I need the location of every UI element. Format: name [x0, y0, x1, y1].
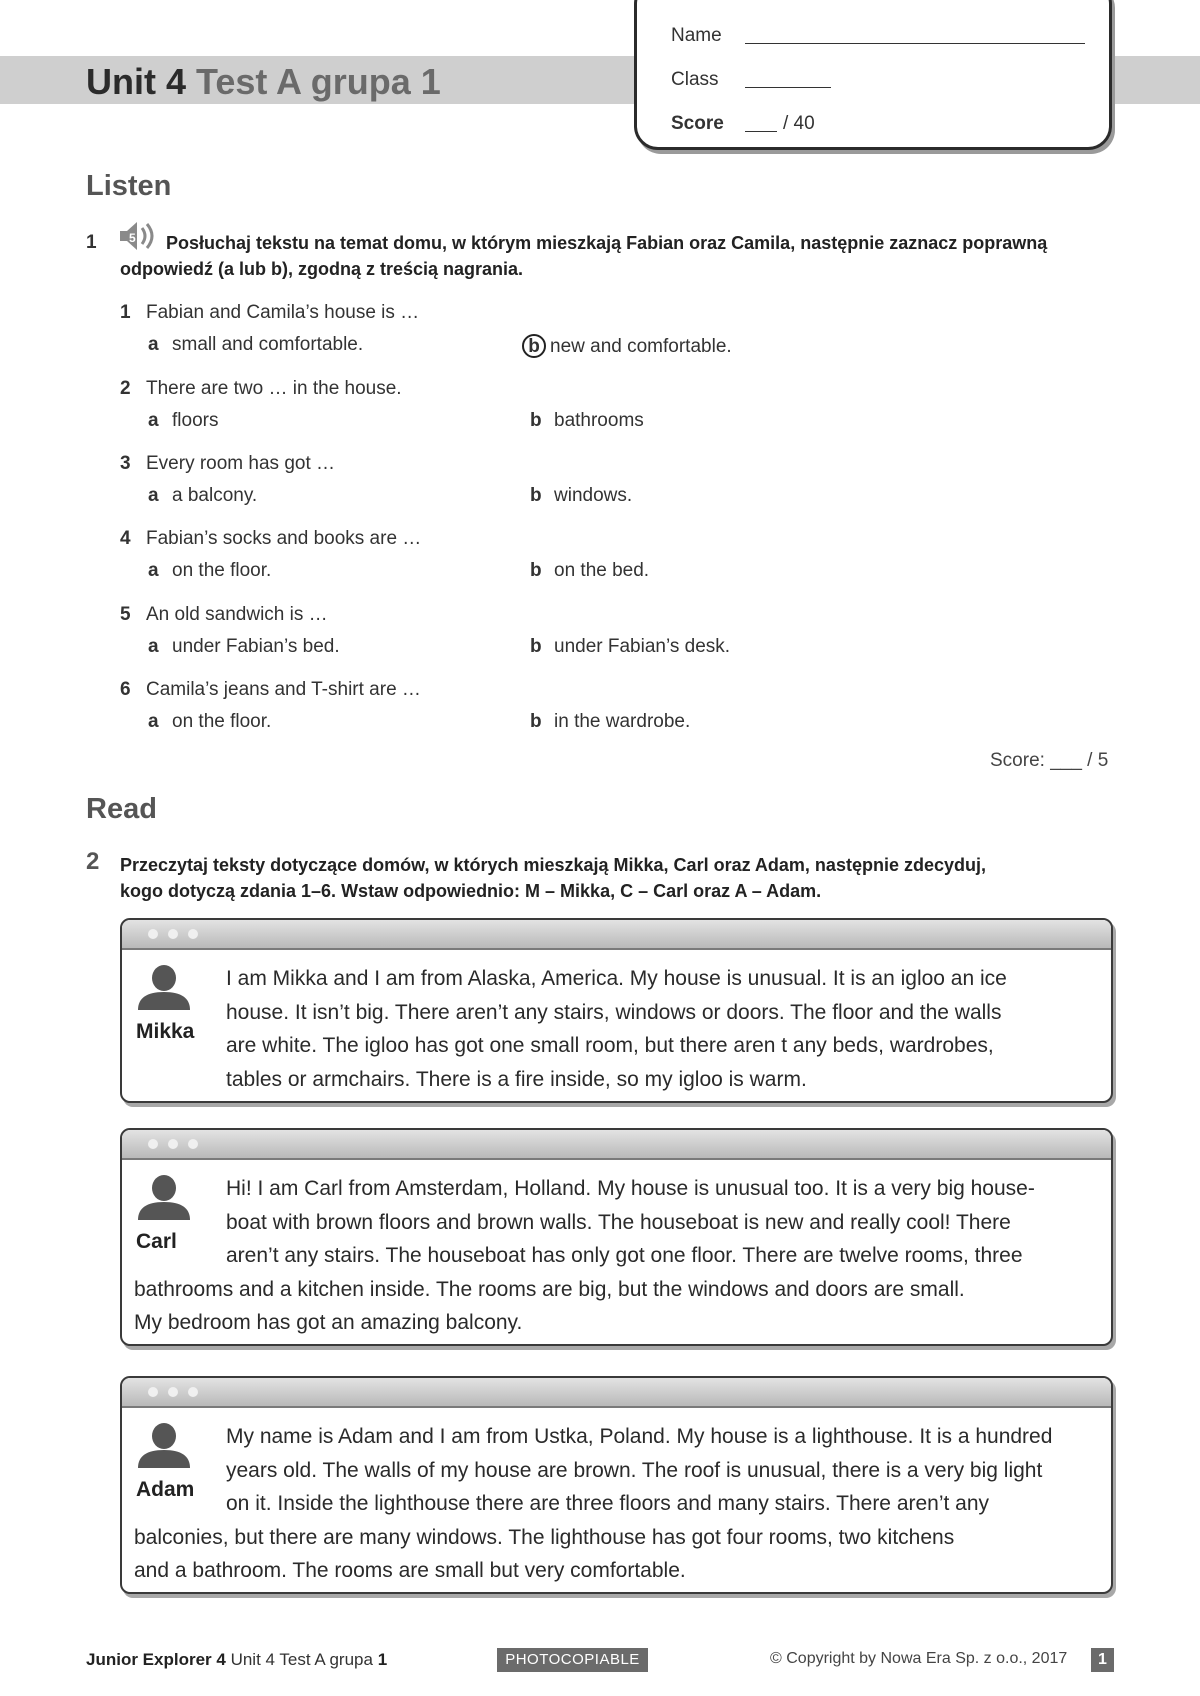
person-avatar-icon [136, 964, 192, 1010]
read-instruction-line2: kogo dotyczą zdania 1–6. Wstaw odpowiednio: M – Mikka, C – Carl oraz A – Adam. [120, 881, 822, 901]
option-text: on the bed. [554, 560, 650, 581]
question-number: 2 [86, 848, 100, 875]
list-item [120, 679, 421, 701]
list-item [120, 302, 419, 324]
listen-instruction-line1: Posłuchaj tekstu na temat domu, w którym mieszkają Fabian oraz Camila, następnie zaznacz poprawną [166, 233, 1048, 253]
option-a[interactable] [148, 560, 271, 582]
footer-book-info [86, 1650, 387, 1670]
name-label: Name [671, 25, 722, 46]
window-dot [148, 1139, 158, 1149]
track-number: 5 [129, 231, 136, 245]
panel-text-line: tables or armchairs. There is a fire inside, so my igloo is warm. [226, 1067, 807, 1091]
option-b[interactable] [530, 711, 690, 733]
option-text: on the floor. [172, 560, 272, 581]
person-name: Adam [136, 1478, 195, 1501]
option-letter: a [148, 636, 159, 657]
title-unit: Unit 4 [86, 61, 187, 102]
panel-title-bar [122, 1130, 1111, 1160]
item-number: 3 [120, 453, 131, 474]
option-a[interactable] [148, 485, 257, 507]
option-a[interactable] [148, 711, 271, 733]
window-dot [168, 929, 178, 939]
title-test: Test A grupa 1 [196, 61, 441, 102]
footer-book: Junior Explorer 4 [86, 1650, 226, 1669]
panel-text-line: are white. The igloo has got one small room, but there aren t any beds, wardrobes, [226, 1034, 994, 1057]
panel-text-line: Hi! I am Carl from Amsterdam, Holland. My house is unusual too. It is a very big house- [226, 1177, 1035, 1200]
option-b[interactable] [530, 636, 730, 658]
option-text: floors [172, 410, 219, 431]
list-item [120, 378, 402, 400]
list-item [120, 604, 328, 626]
option-letter: a [148, 485, 159, 506]
person-name: Carl [136, 1230, 177, 1253]
item-number: 5 [120, 604, 131, 625]
item-number: 2 [120, 378, 131, 399]
item-stem: Camila’s jeans and T-shirt are … [146, 679, 421, 700]
student-info-box [634, 0, 1112, 150]
footer-unit: Unit 4 Test A grupa [230, 1650, 373, 1669]
window-dot [148, 929, 158, 939]
item-number: 6 [120, 679, 131, 700]
panel-text-line: bathrooms and a kitchen inside. The rooms are big, but the windows and doors are small. [134, 1277, 965, 1301]
panel-text-line: on it. Inside the lighthouse there are three floors and many stairs. There aren’t any [226, 1492, 990, 1515]
copyright-notice: © Copyright by Nowa Era Sp. z o.o., 2017 [770, 1650, 1068, 1667]
option-letter: a [148, 410, 159, 431]
list-item [120, 453, 335, 475]
option-letter: b [530, 560, 542, 581]
listen-heading: Listen [86, 170, 172, 202]
option-a[interactable] [148, 636, 340, 658]
panel-text-line: I am Mikka and I am from Alaska, America. My house is unusual. It is an igloo an ice [226, 967, 1007, 990]
item-stem: An old sandwich is … [146, 604, 328, 625]
page-title [86, 58, 441, 106]
option-text: a balcony. [172, 485, 258, 506]
selected-answer-circle: b [522, 334, 546, 358]
read-heading: Read [86, 793, 157, 825]
page-number: 1 [1091, 1648, 1114, 1672]
window-dot [188, 1139, 198, 1149]
window-dot [188, 929, 198, 939]
score-label: Score [671, 113, 724, 134]
audio-track-icon[interactable] [116, 219, 158, 253]
panel-title-bar [122, 1378, 1111, 1408]
option-letter: a [148, 711, 159, 732]
score-total: / 40 [783, 113, 815, 134]
option-letter: b [530, 636, 542, 657]
listen-score: Score: ___ / 5 [990, 750, 1109, 771]
panel-text-line: years old. The walls of my house are brown. The roof is unusual, there is a very big light [226, 1458, 1043, 1482]
panel-text-line: house. It isn’t big. There aren’t any stairs, windows or doors. The floor and the walls [226, 1000, 1002, 1024]
footer-group: 1 [377, 1650, 388, 1669]
panel-text-line: boat with brown floors and brown walls. The houseboat is new and really cool! There [226, 1210, 1011, 1234]
option-text: under Fabian’s desk. [554, 636, 731, 657]
class-label: Class [671, 69, 719, 90]
name-field[interactable] [745, 43, 1085, 44]
item-stem: Every room has got … [146, 453, 336, 474]
option-a[interactable] [148, 334, 363, 356]
option-text: bathrooms [554, 410, 644, 431]
listen-instruction-line2: odpowiedź (a lub b), zgodną z treścią nagrania. [120, 259, 524, 279]
panel-title-bar [122, 920, 1111, 950]
class-field[interactable] [745, 87, 831, 88]
option-text: windows. [554, 485, 633, 506]
option-letter: b [530, 485, 542, 506]
option-text: under Fabian’s bed. [172, 636, 340, 657]
panel-text-line: and a bathroom. The rooms are small but very comfortable. [134, 1559, 686, 1582]
window-dot [148, 1387, 158, 1397]
option-letter: a [148, 334, 159, 355]
question-number: 1 [86, 232, 97, 253]
window-dot [168, 1387, 178, 1397]
person-avatar-icon [136, 1174, 192, 1220]
read-instruction-line1: Przeczytaj teksty dotyczące domów, w których mieszkają Mikka, Carl oraz Adam, następnie zdecyduj, [120, 855, 986, 875]
panel-text-line: My bedroom has got an amazing balcony. [134, 1311, 523, 1334]
score-field[interactable] [745, 131, 777, 132]
panel-text-line: aren’t any stairs. The houseboat has only got one floor. There are twelve rooms, three [226, 1244, 1023, 1267]
window-dot [168, 1139, 178, 1149]
text-panel-mikka [120, 918, 1113, 1103]
item-number: 4 [120, 528, 131, 549]
person-name: Mikka [136, 1020, 195, 1043]
option-text: new and comfortable. [550, 336, 732, 357]
option-b[interactable] [530, 410, 644, 432]
list-item [120, 528, 421, 550]
item-number: 1 [120, 302, 131, 323]
panel-text-line: My name is Adam and I am from Ustka, Poland. My house is a lighthouse. It is a hundred [226, 1425, 1053, 1448]
text-panel-carl [120, 1128, 1113, 1346]
panel-text-line: balconies, but there are many windows. The lighthouse has got four rooms, two kitchens [134, 1525, 955, 1549]
item-stem: Fabian and Camila’s house is … [146, 302, 420, 323]
option-a[interactable] [148, 410, 218, 432]
item-stem: There are two … in the house. [146, 378, 402, 399]
option-b[interactable] [530, 485, 632, 507]
option-letter: b [530, 410, 542, 431]
option-b[interactable] [530, 560, 649, 582]
photocopiable-badge: PHOTOCOPIABLE [497, 1648, 648, 1672]
item-stem: Fabian’s socks and books are … [146, 528, 422, 549]
option-text: small and comfortable. [172, 334, 364, 355]
option-b-selected[interactable] [522, 334, 732, 358]
option-text: on the floor. [172, 711, 272, 732]
option-letter: a [148, 560, 159, 581]
option-letter: b [530, 711, 542, 732]
option-text: in the wardrobe. [554, 711, 691, 732]
text-panel-adam [120, 1376, 1113, 1594]
person-avatar-icon [136, 1422, 192, 1468]
window-dot [188, 1387, 198, 1397]
